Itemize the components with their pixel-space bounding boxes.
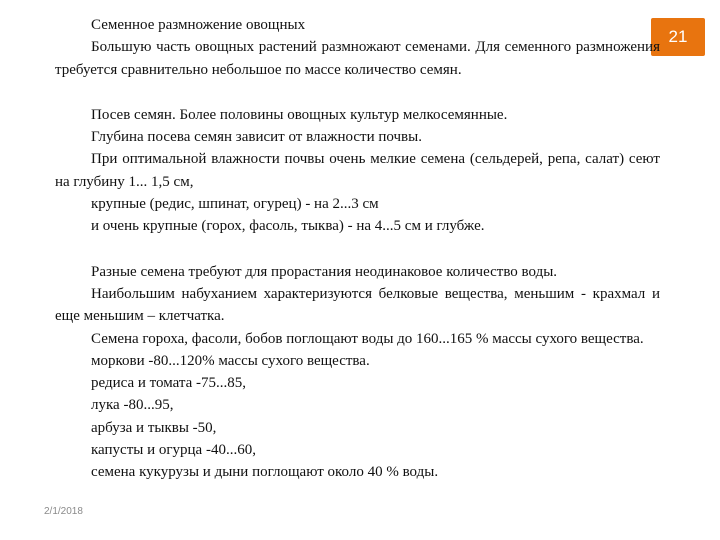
spacer <box>55 81 660 104</box>
paragraph: крупные (редис, шпинат, огурец) - на 2...3 см <box>91 196 379 213</box>
spacer <box>55 238 660 261</box>
paragraph: Посев семян. Более половины овощных культур мелкосемянные. <box>91 106 508 123</box>
slide-number: 21 <box>668 27 688 46</box>
slide-date: 2/1/2018 <box>44 506 83 517</box>
list-item: семена кукурузы и дыни поглощают около 40 % воды. <box>91 464 439 481</box>
paragraph: Разные семена требуют для прорастания неодинаковое количество воды. <box>91 263 558 280</box>
slide-body-text <box>55 14 660 484</box>
list-item: редиса и томата -75...85, <box>91 375 247 392</box>
section-title: Семенное размножение овощных <box>91 17 306 33</box>
list-item: арбуза и тыквы -50, <box>91 419 217 436</box>
paragraph: При оптимальной влажности почвы очень мелкие семена (сельдерей, репа, салат) сеют на глубину 1... 1,5 см, <box>55 151 660 190</box>
list-item: моркови -80...120% массы сухого вещества. <box>91 352 370 369</box>
paragraph: Большую часть овощных растений размножают семенами. Для семенного размножения требуется сравнительно небольшое по массе количество семян. <box>55 39 660 78</box>
paragraph: и очень крупные (горох, фасоль, тыква) - на 4...5 см и глубже. <box>91 218 485 235</box>
paragraph: Наибольшим набуханием характеризуются белковые вещества, меньшим - крахмал и еще меньшим – клетчатка. <box>55 285 660 325</box>
paragraph: Семена гороха, фасоли, бобов поглощают воды до 160...165 % массы сухого вещества. <box>91 330 644 347</box>
list-item: капусты и огурца -40...60, <box>91 442 256 459</box>
list-item: лука -80...95, <box>91 397 174 414</box>
paragraph: Глубина посева семян зависит от влажности почвы. <box>91 129 422 146</box>
